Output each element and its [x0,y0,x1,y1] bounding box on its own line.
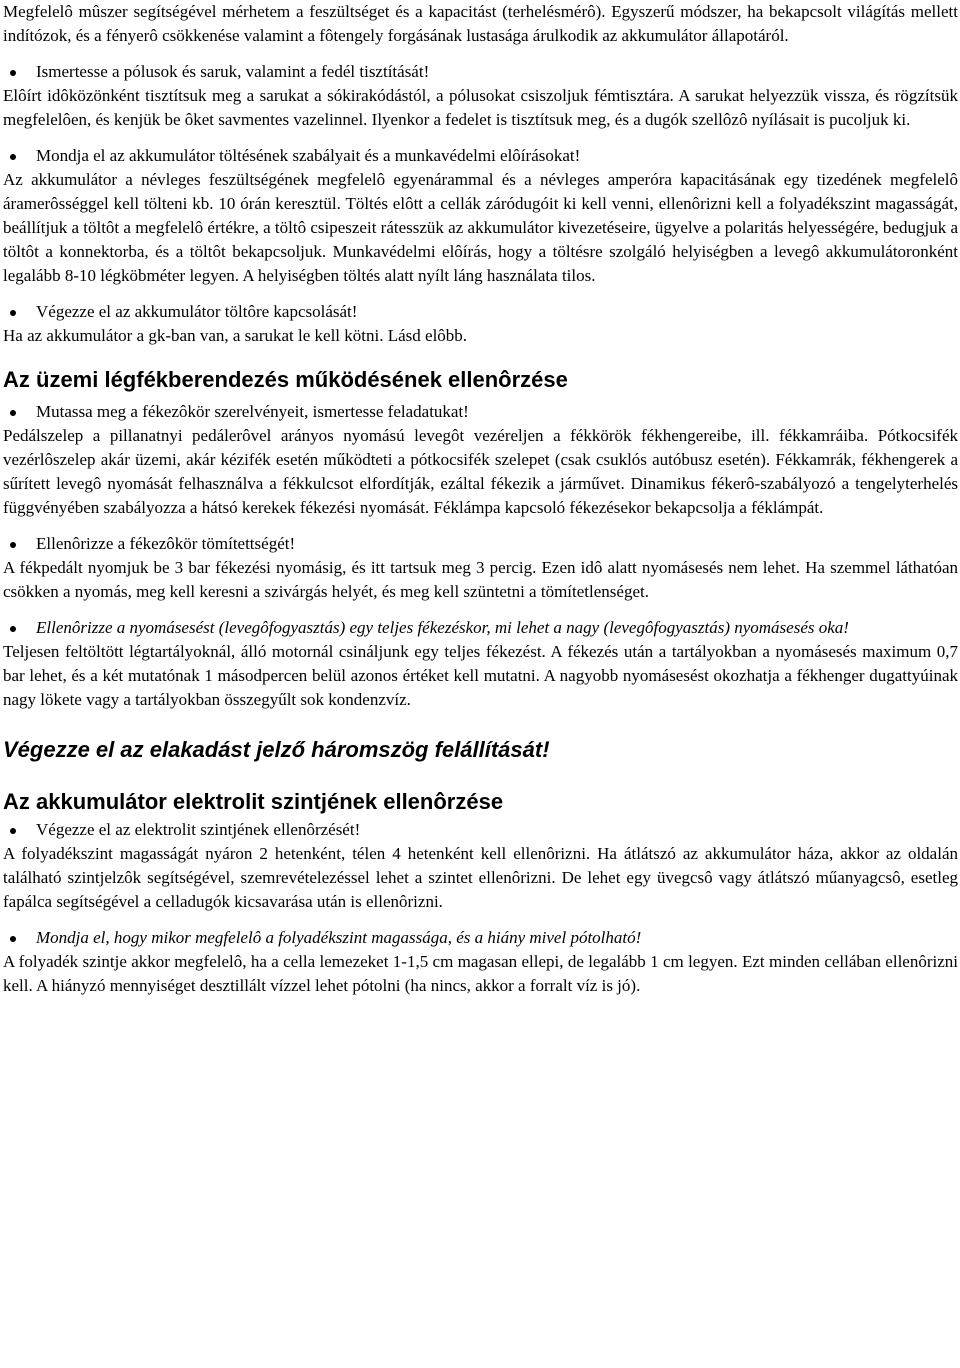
bullet-icon [10,828,16,834]
intro-paragraph: Megfelelô mûszer segítségével mérhetem a feszültséget és a kapacitást (terhelésmérô). Egyszerű módszer, ha bekapcsolt világítás mellett indítózok, és a fényerô csökkenése valamint a fôtengely forgásának lustasága árulkodik az akkumulátor állapotáról. [3,2,958,45]
bullet-icon [10,936,16,942]
body-paragraph: A folyadékszint magasságát nyáron 2 hetenként, télen 4 hetenként kell ellenôrizni. Ha átlátszó az akkumulátor háza, akkor az oldalán található szintjelzôk segítségével, szemrevételezéssel lehet a szintet ellenôrizni. De lehet egy üvegcsô vagy átlátszó műanyagcsô, esetleg fapálca segítségével a celladugók kicsavarása után is ellenôrizni. [3,844,958,911]
body-paragraph: A folyadék szintje akkor megfelelô, ha a cella lemezeket 1-1,5 cm magasan ellepi, de legalább 1 cm legyen. Ezt minden cellában ellenôrizni kell. A hiányzó mennyiséget desztillált vízzel lehet pótolni (ha nincs, akkor a forralt víz is jó). [3,952,958,995]
bullet-text: Ellenôrizze a fékezôkör tömítettségét! [36,534,296,553]
bullet-icon [10,70,16,76]
section-heading: Az üzemi légfékberendezés működésének ellenôrzése [3,367,568,392]
bullet-text: Mondja el az akkumulátor töltésének szabályait és a munkavédelmi elôírásokat! [36,146,581,165]
bullet-item [3,60,958,84]
bullet-item [3,300,958,324]
bullet-icon [10,410,16,416]
body-paragraph: Teljesen feltöltött légtartályoknál, álló motornál csináljunk egy teljes fékezést. A fékezés után a tartályokban a nyomásesés maximum 0,7 bar lehet, és a két mutatónak 1 másodpercen belül azonos értéket kell mutatni. A nagyobb nyomásesést okozhatja a fékhenger dugattyúinak nagy lökete vagy a tartályokban összegyűlt sok kondenzvíz. [3,642,958,709]
bullet-text: Végezze el az akkumulátor töltôre kapcsolását! [36,302,358,321]
section-heading: Végezze el az elakadást jelző háromszög felállítását! [3,737,550,762]
bullet-text: Végezze el az elektrolit szintjének ellenôrzését! [36,820,361,839]
bullet-item [3,926,958,950]
bullet-item [3,532,958,556]
bullet-icon [10,542,16,548]
bullet-text: Ismertesse a pólusok és saruk, valamint a fedél tisztítását! [36,62,430,81]
body-paragraph: Pedálszelep a pillanatnyi pedálerôvel arányos nyomású levegôt vezéreljen a fékkörök fékhengereibe, ill. fékkamráiba. Pótkocsifék vezérlôszelep akár üzemi, akár kézifék esetén működteti a pótkocsifék szelepet (csak csuklós autóbusz esetén). Fékkamrák, fékhengerek a sűrített levegô nyomását felhasználva a fékkulcsot elfordítják, ezáltal fékezik a járművet. Dinamikus fékerô-szabályozó a tengelyterhelés függvényében szabályozza a hátsó kerekek fékezési nyomását. Féklámpa kapcsoló fékezésekor bekapcsolja a féklámpát. [3,426,958,517]
bullet-icon [10,626,16,632]
body-paragraph: A fékpedált nyomjuk be 3 bar fékezési nyomásig, és itt tartsuk meg 3 percig. Ezen idô alatt nyomásesés nem lehet. Ha szemmel láthatóan csökken a nyomás, meg kell keresni a szivárgás helyét, és meg kell szüntetni a tömítetlenséget. [3,558,958,601]
bullet-item [3,144,958,168]
bullet-text: Mondja el, hogy mikor megfelelô a folyadékszint magassága, és a hiány mivel pótolható! [36,928,642,947]
body-paragraph: Ha az akkumulátor a gk-ban van, a sarukat le kell kötni. Lásd elôbb. [3,326,468,345]
section-heading: Az akkumulátor elektrolit szintjének ellenôrzése [3,789,504,814]
body-paragraph: Az akkumulátor a névleges feszültségének megfelelô egyenárammal és a névleges amperóra kapacitásának egy tizedének megfelelô áramerôsséggel kell tölteni kb. 10 órán keresztül. Töltés elôtt a cellák záródugóit ki kell venni, ellenôrizni kell a folyadékszint magasságát, beállítjuk a töltôt a megfelelô értékre, a töltô csipeszeit rátesszük az akkumulátor kivezetéseire, ügyelve a polaritás helyességére, bedugjuk a töltôt a konnektorba, és a töltôt bekapcsoljuk. Munkavédelmi elôírás, hogy a töltésre szolgáló helyiségben a levegô akkumulátoronként legalább 8-10 légköbméter legyen. A helyiségben töltés alatt nyílt láng használata tilos. [3,170,958,285]
bullet-text: Ellenôrizze a nyomásesést (levegôfogyasztás) egy teljes fékezéskor, mi lehet a nagy (levegôfogyasztás) nyomásesés oka! [36,618,849,637]
bullet-item [3,818,958,842]
bullet-icon [10,310,16,316]
bullet-icon [10,154,16,160]
body-paragraph: Elôírt idôközönként tisztítsuk meg a sarukat a sókirakódástól, a pólusokat csiszoljuk fémtisztára. A sarukat helyezzük vissza, és rögzítsük megfelelôen, és kenjük be ôket savmentes vazelinnel. Ilyenkor a fedelet is tisztítsuk meg, és a dugók szellôzô nyílásait is pucoljuk ki. [3,86,958,129]
bullet-item [3,400,958,424]
bullet-text: Mutassa meg a fékezôkör szerelvényeit, ismertesse feladatukat! [36,402,469,421]
bullet-item [3,616,958,640]
